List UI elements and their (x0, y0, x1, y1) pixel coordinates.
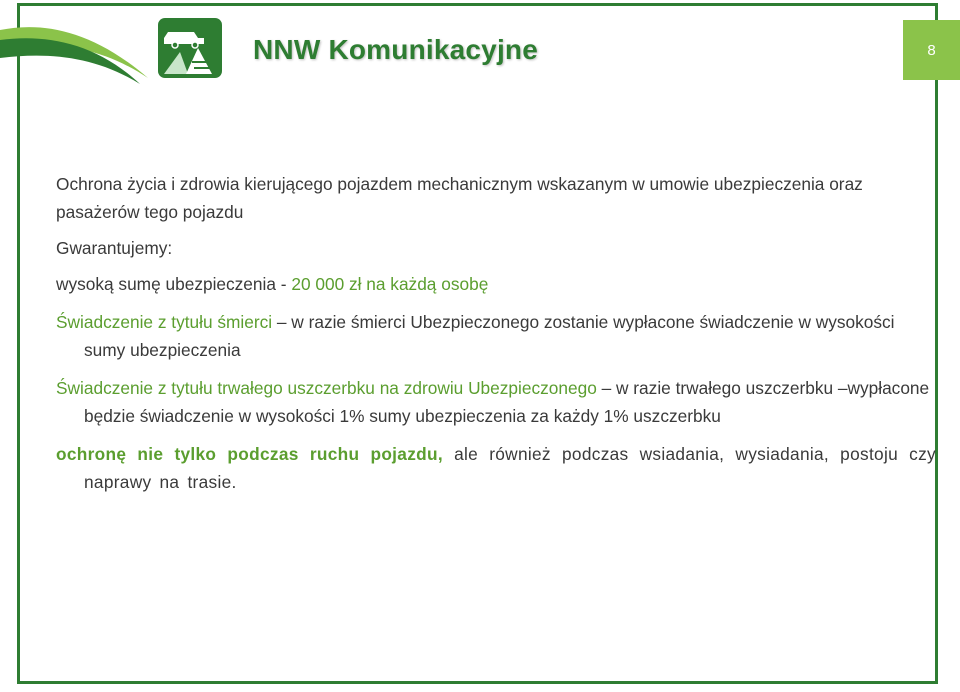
coverage-highlight: ochronę nie tylko podczas ruchu pojazdu, (56, 444, 443, 464)
death-benefit-paragraph (56, 308, 936, 364)
sum-highlight: 20 000 zł na każdą osobę (291, 274, 489, 294)
slide-title: NNW Komunikacyjne (253, 34, 538, 65)
death-benefit-title: Świadczenie z tytułu śmierci (56, 312, 273, 332)
slide-body (56, 170, 936, 496)
coverage-text: ale również podczas wsiadania, wysiadania, postoju czy naprawy na trasie. (84, 444, 936, 492)
injury-benefit-title: Świadczenie z tytułu trwałego uszczerbku na zdrowiu Ubezpieczonego (56, 378, 597, 398)
death-benefit-text: – w razie śmierci Ubezpieczonego zostanie wypłacone świadczenie w wysokości sumy ubezpieczenia (84, 312, 895, 360)
page-number-badge: 8 (903, 20, 960, 80)
injury-benefit-paragraph (56, 374, 936, 430)
sum-prefix: wysoką sumę ubezpieczenia - (56, 274, 292, 294)
car-logo-icon (158, 18, 222, 78)
sum-paragraph (56, 270, 936, 298)
injury-benefit-text: – w razie trwałego uszczerbku –wypłacone będzie świadczenie w wysokości 1% sumy ubezpieczenia za każdy 1% uszczerbku (84, 378, 930, 426)
intro-paragraph: Ochrona życia i zdrowia kierującego pojazdem mechanicznym wskazanym w umowie ubezpieczenia oraz pasażerów tego pojazdu (56, 174, 863, 222)
coverage-paragraph (56, 440, 936, 496)
green-swoosh-decoration (0, 18, 150, 88)
guarantee-label: Gwarantujemy: (56, 238, 173, 258)
